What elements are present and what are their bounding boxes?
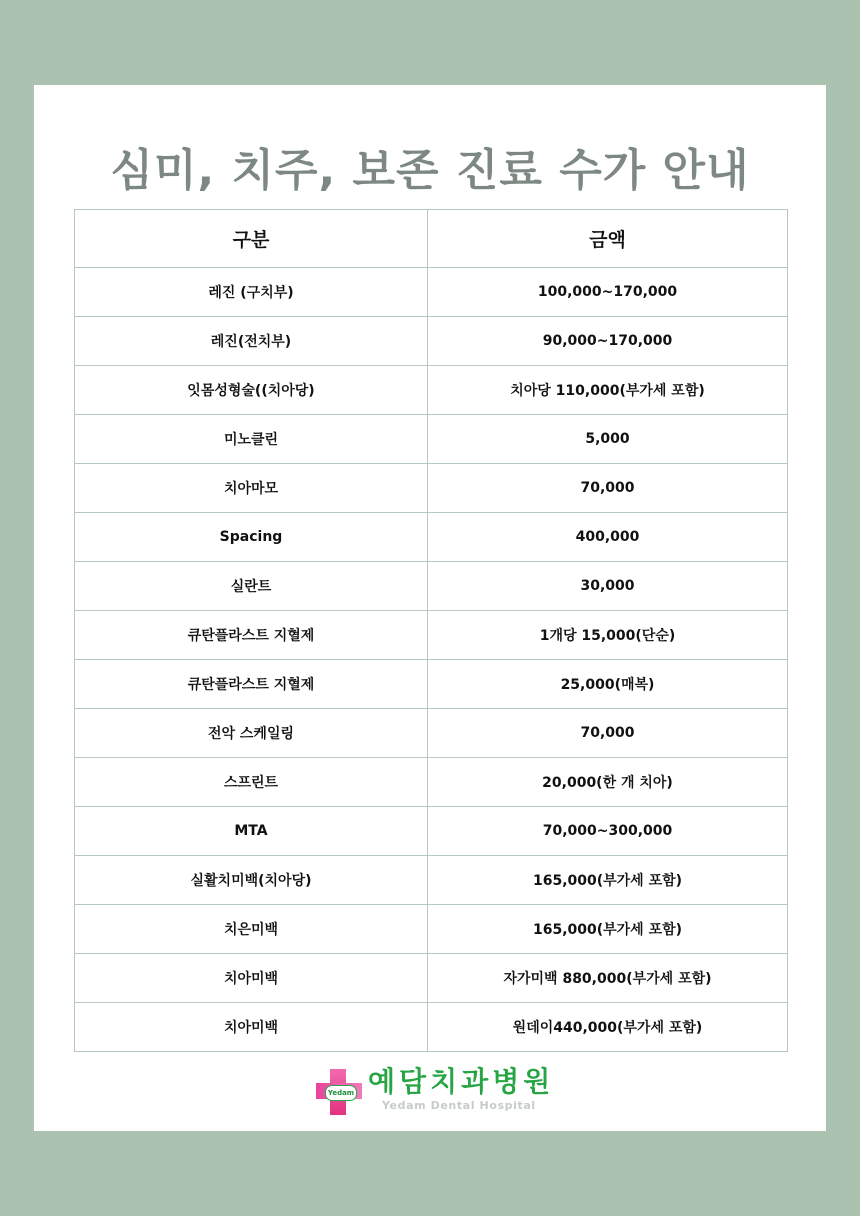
table-row [75,562,788,611]
price-cell: 70,000 [428,464,788,513]
fee-notice-card [34,85,826,1131]
price-cell: 1개당 15,000(단순) [428,611,788,660]
table-row [75,856,788,905]
category-cell: 스프린트 [75,758,428,807]
category-cell: 큐탄플라스트 지혈제 [75,660,428,709]
hospital-logo [316,1063,556,1119]
table-row [75,464,788,513]
category-cell: 치은미백 [75,905,428,954]
table-row [75,513,788,562]
category-cell: 전악 스케일링 [75,709,428,758]
table-row [75,905,788,954]
price-cell: 70,000 [428,709,788,758]
price-cell: 자가미백 880,000(부가세 포함) [428,954,788,1003]
category-cell: 레진(전치부) [75,317,428,366]
price-cell: 165,000(부가세 포함) [428,905,788,954]
price-cell: 5,000 [428,415,788,464]
price-cell: 원데이440,000(부가세 포함) [428,1003,788,1052]
price-cell: 70,000~300,000 [428,807,788,856]
price-cell: 치아당 110,000(부가세 포함) [428,366,788,415]
medical-cross-icon [316,1069,362,1115]
price-cell: 100,000~170,000 [428,268,788,317]
category-cell: 큐탄플라스트 지혈제 [75,611,428,660]
table-row [75,317,788,366]
category-cell: 실활치미백(치아당) [75,856,428,905]
hospital-name-korean: 예담치과병원 [368,1065,555,1098]
price-cell: 400,000 [428,513,788,562]
table-row [75,807,788,856]
table-row [75,415,788,464]
category-cell: 치아미백 [75,1003,428,1052]
category-cell: MTA [75,807,428,856]
category-cell: 레진 (구치부) [75,268,428,317]
table-row [75,660,788,709]
price-cell: 30,000 [428,562,788,611]
price-cell: 165,000(부가세 포함) [428,856,788,905]
table-row [75,268,788,317]
table-header-row [75,210,788,268]
fee-table [74,209,788,1052]
table-row [75,366,788,415]
column-header-price: 금액 [428,210,788,268]
category-cell: 잇몸성형술((치아당) [75,366,428,415]
table-row [75,611,788,660]
price-cell: 25,000(매복) [428,660,788,709]
table-row [75,758,788,807]
page-title: 심미, 치주, 보존 진료 수가 안내 [110,145,750,196]
hospital-name-english: Yedam Dental Hospital [382,1099,536,1112]
column-header-category: 구분 [75,210,428,268]
category-cell: 치아미백 [75,954,428,1003]
table-row [75,1003,788,1052]
price-cell: 20,000(한 개 치아) [428,758,788,807]
category-cell: 실란트 [75,562,428,611]
category-cell: Spacing [75,513,428,562]
logo-badge: Yedam [325,1085,357,1101]
price-cell: 90,000~170,000 [428,317,788,366]
table-row [75,709,788,758]
table-row [75,954,788,1003]
category-cell: 미노클린 [75,415,428,464]
category-cell: 치아마모 [75,464,428,513]
